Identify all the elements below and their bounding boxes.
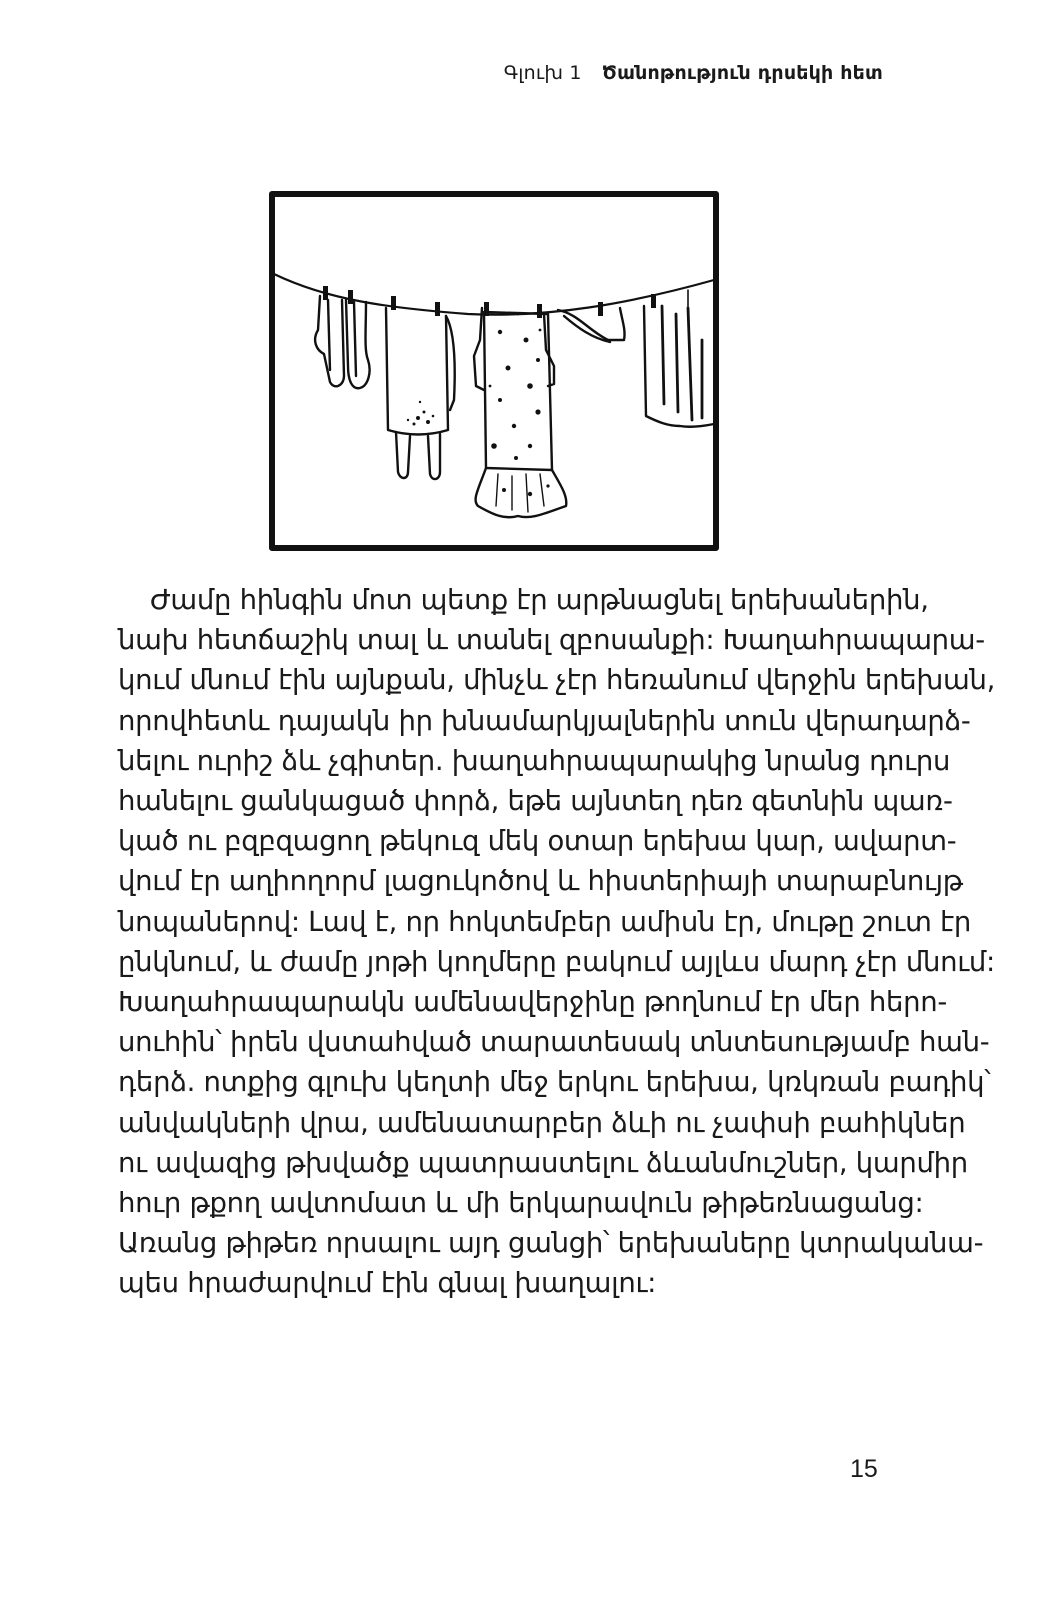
text-line: հանելու ցանկացած փորձ, եթե այնտեղ դեռ գետնին պառ-: [118, 785, 953, 818]
text-line: անվակների վրա, ամենատարբեր ձևի ու չափսի բահիկներ: [118, 1106, 966, 1139]
body-paragraph: [118, 580, 996, 1304]
sheet: [644, 290, 714, 427]
text-line: նելու ուրիշ ձև չգիտեր. խաղահրապարակից նրանց դուրս: [118, 744, 951, 777]
clothesline: [274, 274, 714, 315]
text-line: ու ավազից թխվածք պատրաստելու ձևանմուշներ, կարմիր: [118, 1146, 968, 1179]
small-cloth: [558, 308, 625, 342]
text-line: Առանց թիթեռ որսալու այդ ցանցի՝ երեխաները կտրականա-: [118, 1227, 984, 1260]
text-line: Ժամը հինգին մոտ պետք էր արթնացնել երեխաներին,: [150, 584, 929, 616]
text-line: Խաղահրապարակն ամենավերջինը թողնում էր մեր հերո-: [118, 986, 948, 1019]
text-line: կած ու բզբզացող թեկուզ մեկ օտար երեխա կար, ավարտ-: [118, 825, 957, 858]
running-header: [504, 62, 883, 84]
text-line: կում մնում էին այնքան, մինչև չէր հեռանում վերջին երեխան,: [118, 664, 996, 697]
chapter-title: Ծանոթություն դրսեկի հետ: [601, 62, 883, 84]
chapter-label: Գլուխ 1: [503, 62, 582, 84]
text-line: որովհետև դայակն իր խնամարկյալներին տուն վերադարձ-: [118, 704, 971, 737]
illustration-frame: [272, 194, 716, 548]
text-line: դերձ. ոտքից գլուխ կեղտի մեջ երկու երեխա, կռկռան բադիկ՝: [118, 1066, 991, 1099]
page-number: 15: [850, 1455, 878, 1483]
text-line: պես հրաժարվում էին գնալ խաղալու:: [118, 1267, 657, 1300]
clothesline-illustration: [268, 190, 720, 552]
text-line: սուհին՝ իրեն վստահված տարատեսակ տնտեսությամբ հան-: [118, 1026, 990, 1059]
text-line: նոպաներով: Լավ է, որ հոկտեմբեր ամիսն էր, մութը շուտ էր: [118, 905, 971, 938]
text-line: վում էր աղիողորմ լացուկոծով և հիստերիայի տարաբնույթ: [118, 865, 963, 898]
trousers: [386, 308, 455, 479]
socks: [315, 296, 369, 388]
text-line: ընկնում, և ժամը յոթի կողմերը բակում այլևս մարդ չէր մնում:: [118, 945, 995, 978]
text-line: հուր թքող ավտոմատ և մի երկարավուն թիթեռնացանց:: [118, 1187, 924, 1220]
polka-dot-dress: [474, 308, 566, 517]
text-line: նախ հետճաշիկ տալ և տանել զբոսանքի: Խաղահրապարա-: [118, 624, 985, 657]
